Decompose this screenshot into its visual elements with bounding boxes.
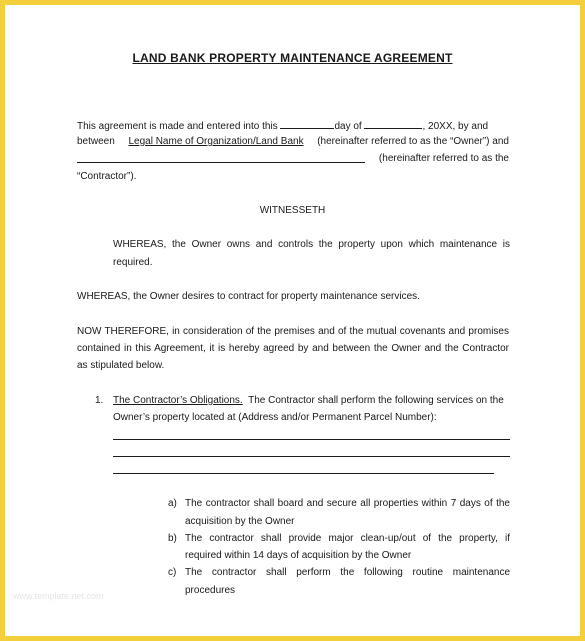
whereas-1-line-1: WHEREAS, the Owner owns and controls the property upon which maintenance is — [113, 239, 510, 250]
intro-text-2a: between — [77, 136, 115, 147]
subitem-a-line-2: acquisition by the Owner — [185, 516, 295, 527]
watermark: www.template.net.com — [13, 591, 104, 601]
contractor-name-blank — [77, 153, 365, 163]
item-1-number: 1. — [95, 395, 104, 406]
subitem-c-line-1: The contractor shall perform the following routine maintenance — [185, 567, 510, 578]
intro-line-2 — [77, 136, 509, 148]
subitem-b-line-1: The contractor shall provide major clean-up/out of the property, if — [185, 533, 510, 544]
intro-text-2b: (hereinafter referred to as the “Owner”) and — [317, 136, 509, 147]
item-1-line-2: Owner’s property located at (Address and/or Permanent Parcel Number): — [113, 412, 437, 423]
whereas-2: WHEREAS, the Owner desires to contract for property maintenance services. — [77, 291, 420, 302]
subitem-a-marker: a) — [168, 498, 177, 509]
subitem-c-marker: c) — [168, 567, 177, 578]
month-blank — [364, 119, 422, 129]
day-blank — [280, 119, 334, 129]
intro-line-3 — [77, 153, 509, 165]
intro-text-1c: , 20XX, by and — [422, 121, 489, 132]
subitem-c-line-2: procedures — [185, 585, 236, 596]
now-therefore-line-1: NOW THEREFORE, in consideration of the premises and of the mutual covenants and promises — [77, 326, 509, 337]
intro-text-3b: (hereinafter referred to as the — [378, 153, 509, 164]
address-blank-line-3 — [113, 473, 494, 474]
address-blank-line-2 — [113, 456, 510, 457]
intro-line-4: “Contractor”). — [77, 171, 137, 182]
now-therefore-line-3: as stipulated below. — [77, 360, 165, 371]
subitem-a-line-1: The contractor shall board and secure all properties within 7 days of the — [185, 498, 510, 509]
subitem-b-marker: b) — [168, 533, 177, 544]
witnesseth-heading: WITNESSETH — [259, 205, 326, 216]
intro-text-1a: This agreement is made and entered into this — [77, 121, 278, 132]
whereas-1-line-2: required. — [113, 257, 153, 268]
intro-line-1 — [77, 119, 488, 133]
document-title: LAND BANK PROPERTY MAINTENANCE AGREEMENT — [132, 51, 453, 65]
address-blank-line-1 — [113, 439, 510, 440]
item-1-line-1 — [113, 395, 504, 407]
now-therefore-line-2: contained in this Agreement, it is hereby agreed by and between the Owner and the Contractor — [77, 343, 509, 354]
organization-name: Legal Name of Organization/Land Bank — [128, 136, 304, 147]
item-1-text-1: The Contractor shall perform the following services on the — [248, 395, 504, 406]
intro-text-1b: day of — [334, 121, 362, 132]
document-page — [5, 5, 580, 636]
item-1-heading: The Contractor’s Obligations. — [113, 395, 243, 406]
subitem-b-line-2: required within 14 days of acquisition by the Owner — [185, 550, 412, 561]
